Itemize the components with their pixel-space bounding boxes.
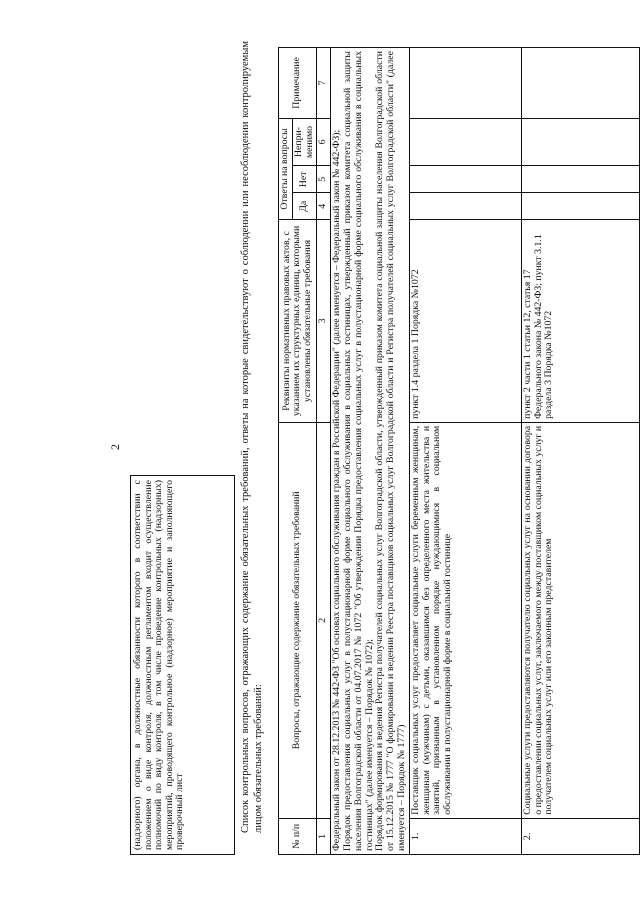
laws-row	[331, 48, 410, 855]
row-requisites: пункт 2 части 1 статьи 12, статья 17 Федерального закона № 442-ФЗ; пункт 3.1.1 раздела 3 Порядка №1072	[521, 220, 639, 423]
law-item: Порядок формирования и ведения Регистра получателей социальных услуг Волгоградской области, утвержденный приказом комитета социальной защиты населения Волгоградской области от 15.12.2015 № 1777 "О формировании и ведении Реестра поставщиков социальных услуг Волгоградской области и Регистра получателей социальных услуг Волгоградской области" (далее именуется – Порядок № 1777)	[374, 51, 407, 851]
col-number: 1	[317, 818, 331, 854]
header-yes: Да	[292, 193, 317, 220]
law-item: Порядок предоставления социальных услуг в полустационарной форме социального обслуживания в социальных гостиницах, утвержденный приказом комитета социальной защиты населения Волгоградской области от 04.07.2017 № 1072 "Об утверждении Порядка предоставления социальных услуг в полустационарной форме социального обслуживания в социальных гостиницах" (далее именуется – Порядок № 1072);	[341, 51, 375, 851]
inspector-info-text: (надзорного) органа, в должностные обязанности которого в соответствии с положением о виде контроля, должностным регламентом входит осуществление полномочий по виду контроля, в том числе проведение контрольных (надзорных) мероприятий, проводящего контрольное (надзорное) мероприятие и заполняющего проверочный лист	[132, 480, 185, 850]
checklist-table	[278, 47, 640, 855]
header-num: № п/п	[279, 818, 317, 854]
col-number: 6	[317, 118, 331, 165]
table-row	[521, 48, 639, 855]
row-num: 2.	[521, 818, 639, 854]
rotated-page	[50, 30, 610, 855]
answer-yes-cell[interactable]	[521, 193, 639, 220]
answer-no-cell[interactable]	[409, 166, 521, 193]
answer-na-cell[interactable]	[409, 118, 521, 165]
header-na: Непри-менимо	[292, 118, 317, 165]
header-requisites: Реквизиты нормативных правовых актов, с указанием их структурных единиц, которыми установлены обязательные требования	[279, 220, 317, 423]
page-number: 2	[108, 444, 122, 450]
col-number: 3	[317, 220, 331, 423]
header-no: Нет	[292, 166, 317, 193]
header-question: Вопросы, отражающие содержание обязательных требований	[279, 422, 317, 818]
header-note: Примечание	[279, 48, 317, 119]
col-number: 7	[317, 48, 331, 119]
laws-cell	[331, 48, 410, 855]
law-item: Федеральный закон от 28.12.2013 № 442-ФЗ "Об основах социального обслуживания граждан в Российской Федерации" (далее именуется – Федеральный закон № 442-ФЗ);	[331, 129, 343, 851]
col-number: 5	[317, 166, 331, 193]
col-number: 2	[317, 422, 331, 818]
row-requisites: пункт 1.4 раздела 1 Порядка №1072	[409, 220, 521, 423]
note-cell[interactable]	[409, 48, 521, 119]
intro-paragraph	[240, 41, 265, 833]
answer-yes-cell[interactable]	[409, 193, 521, 220]
column-number-row	[317, 48, 331, 855]
header-answers: Ответы на вопросы	[279, 118, 293, 219]
header-row	[279, 48, 293, 855]
intro-text: Список контрольных вопросов, отражающих содержание обязательных требований, ответы на которые свидетельствуют о соблюдении или несоблюдении контролируемым лицом обязательных требований:	[240, 41, 264, 833]
note-cell[interactable]	[521, 48, 639, 119]
answer-no-cell[interactable]	[521, 166, 639, 193]
row-question: Социальные услуги предоставляются получателю социальных услуг на основании договора о предоставлении социальных услуг, заключаемого между поставщиком социальных услуг и получателем социальных услуг или его законным представителем	[521, 422, 639, 818]
col-number: 4	[317, 193, 331, 220]
row-question: Поставщик социальных услуг предоставляет социальные услуги беременным женщинам, женщинам (мужчинам) с детьми, оказавшимся без определенного места жительства и занятий, признанным в установленном порядке нуждающимися в социальном обслуживании в полустационарной форме в социальной гостинице	[409, 422, 521, 818]
row-num: 1.	[409, 818, 521, 854]
table-row	[409, 48, 521, 855]
answer-na-cell[interactable]	[521, 118, 639, 165]
inspector-info-box	[130, 475, 235, 855]
